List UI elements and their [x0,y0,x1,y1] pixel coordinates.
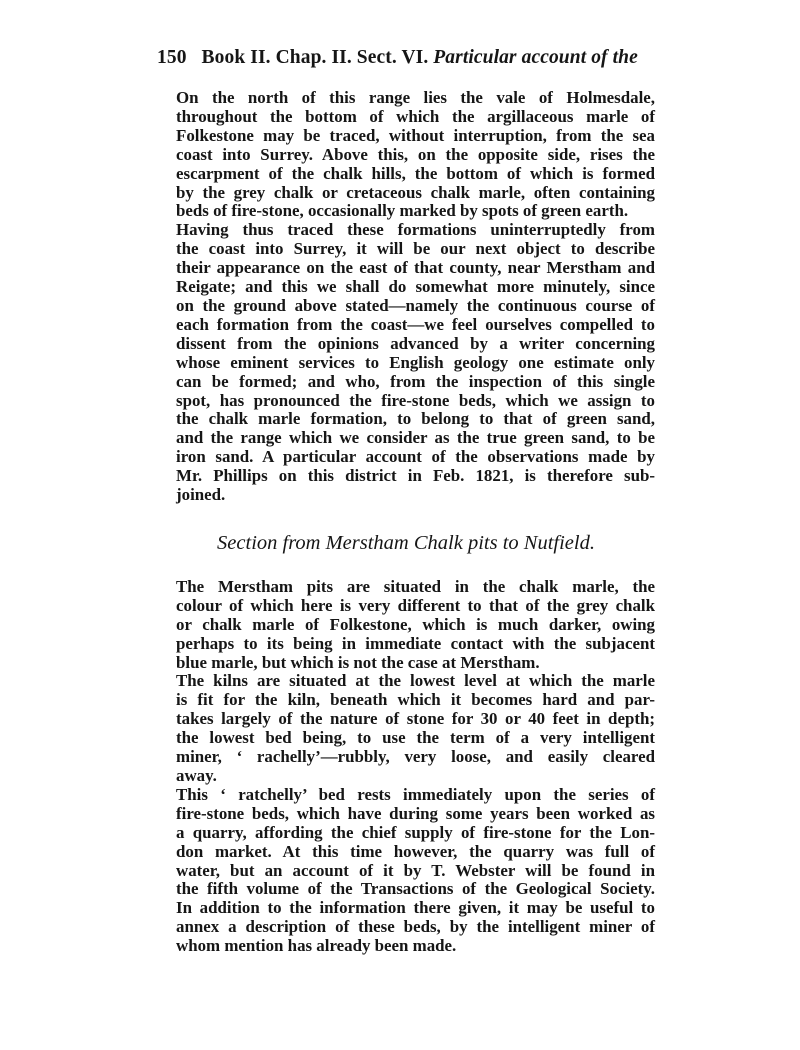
text-line: the chalk marle formation, to belong to that of green sand, [176,409,655,429]
text-line: Folkestone may be traced, without interruption, from the sea [176,125,655,145]
text-block-before [157,89,655,505]
text-line: Reigate; and this we shall do somewhat more minutely, since [176,277,655,297]
text-line: In addition to the information there given, it may be useful to [176,898,655,918]
running-title: Particular account of the [433,47,638,68]
page-number: 150 [157,47,187,68]
text-line: by the grey chalk or cretaceous chalk marle, often containing [176,182,655,202]
text-line: the coast into Surrey, it will be our next object to describe [176,239,655,259]
text-line: don market. At this time however, the quarry was full of [176,841,655,861]
text-line: spot, has pronounced the fire-stone beds, which we assign to [176,390,655,410]
text-line: colour of which here is very different to that of the grey chalk [176,595,655,615]
text-line: blue marle, but which is not the case at Merstham. [176,652,540,672]
text-line: or chalk marle of Folkestone, which is much darker, owing [176,614,655,634]
text-block-after [157,578,655,956]
book-chapter-section: Book II. Chap. II. Sect. VI. [201,47,429,68]
text-line: perhaps to its being in immediate contact with the subjacent [176,633,655,653]
text-line: on the ground above stated—namely the continuous course of [176,295,655,315]
text-line: fire-stone beds, which have during some years been worked as [176,803,655,823]
text-line: whose eminent services to English geology one estimate only [176,352,655,372]
text-line: and the range which we consider as the true green sand, to be [176,428,655,448]
text-line: On the north of this range lies the vale of Holmesdale, [176,88,655,107]
text-line: Having thus traced these formations uninterruptedly from [176,220,655,240]
text-line: water, but an account of it by T. Webster will be found in [176,860,655,880]
text-line: a quarry, affording the chief supply of fire-stone for the Lon- [176,822,655,842]
text-line: The Merstham pits are situated in the chalk marle, the [176,576,655,596]
text-line: joined. [176,485,226,505]
text-line: their appearance on the east of that county, near Merstham and [176,258,655,278]
paragraph [157,221,655,505]
paragraph [157,89,655,221]
text-line: beds of fire-stone, occasionally marked by spots of green earth. [176,201,629,221]
paragraph [157,786,655,956]
text-line: can be formed; and who, from the inspection of this single [176,371,655,391]
text-line: takes largely of the nature of stone for 30 or 40 feet in depth; [176,709,655,729]
running-head [157,44,655,72]
book-page [157,44,655,956]
paragraph [157,672,655,785]
text-line: dissent from the opinions advanced by a writer concerning [176,333,655,353]
text-line: the fifth volume of the Transactions of the Geological Society. [176,879,655,899]
text-line: each formation from the coast—we feel ourselves compelled to [176,314,655,334]
paragraph [157,578,655,673]
text-line: throughout the bottom of which the argillaceous marle of [176,106,655,126]
text-line: This ‘ ratchelly’ bed rests immediately upon the series of [176,784,655,804]
section-heading: Section from Merstham Chalk pits to Nutfield. [217,531,595,554]
text-line: the lowest bed being, to use the term of a very intelligent [176,728,655,748]
text-line: miner, ‘ rachelly’—rubbly, very loose, and easily cleared [176,747,655,767]
text-line: is fit for the kiln, beneath which it becomes hard and par- [176,690,655,710]
text-line: escarpment of the chalk hills, the bottom of which is formed [176,163,655,183]
text-line: annex a description of these beds, by the intelligent miner of [176,917,655,937]
text-line: iron sand. A particular account of the observations made by [176,447,655,467]
text-line: coast into Surrey. Above this, on the opposite side, rises the [176,144,655,164]
text-line: whom mention has already been made. [176,936,457,956]
text-line: away. [176,766,217,785]
text-line: The kilns are situated at the lowest level at which the marle [176,671,655,691]
text-line: Mr. Phillips on this district in Feb. 1821, is therefore sub- [176,466,655,486]
